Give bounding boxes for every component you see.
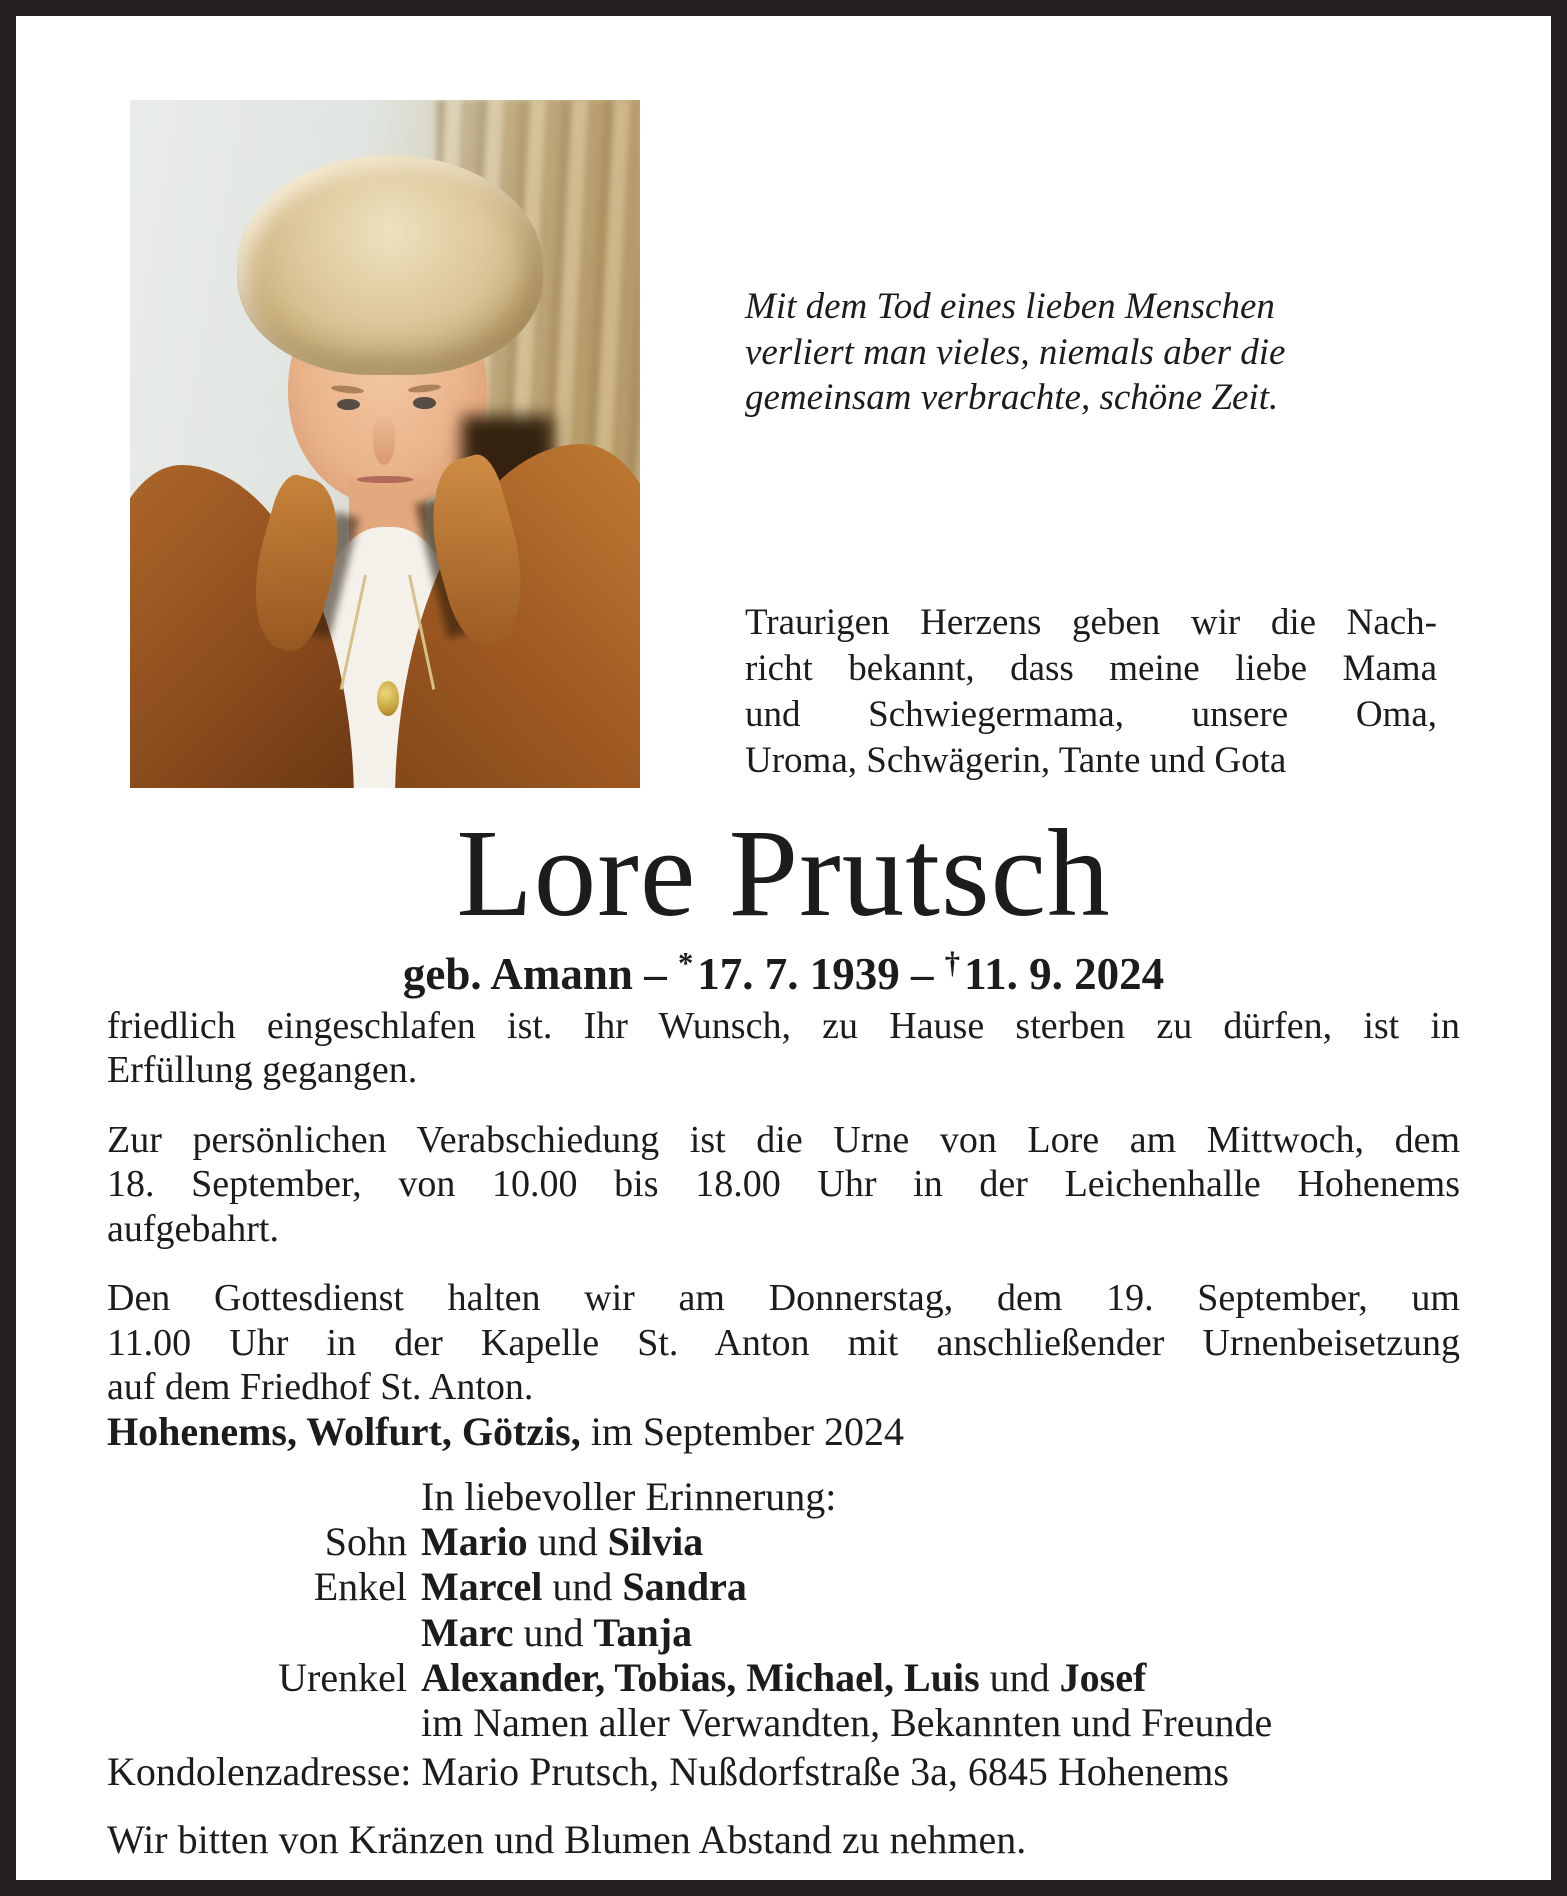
family-row [107,1519,1507,1564]
birth-date: 17. 7. 1939 [697,949,900,999]
family-role-label: Enkel [313,1564,407,1610]
family-role-label: Urenkel [278,1654,407,1700]
paragraph-line: aufgebahrt. [107,1207,279,1250]
portrait-hair [237,155,543,375]
announcement-intro [745,600,1437,784]
portrait-photo [130,100,640,788]
remembrance-section [107,1474,1507,1745]
maiden-name: geb. Amann [402,949,633,999]
family-names: Alexander, Tobias, Michael, Luis und Josef [421,1654,1147,1700]
paragraph [107,1004,1460,1093]
memorial-quote [745,284,1393,421]
intro-line: Uroma, Schwägerin, Tante und Gota [745,739,1287,781]
portrait-eye-right [413,397,436,409]
paragraph [107,1118,1460,1251]
paragraph-line: Zur persönlichen Verabschiedung ist die Urne von Lore am Mittwoch, dem [107,1118,1460,1161]
family-names: Mario und Silvia [421,1519,704,1565]
deceased-name: Lore Prutsch [456,805,1111,943]
death-date: 11. 9. 2024 [964,949,1165,999]
family-row [107,1700,1507,1745]
paragraph-line: auf dem Friedhof St. Anton. [107,1366,534,1409]
paragraph-line: Den Gottesdienst halten wir am Donnerstag, dem 19. September, um [107,1277,1460,1320]
remembrance-heading: In liebevoller Erinnerung: [421,1474,837,1519]
family-names: Marc und Tanja [421,1609,693,1655]
family-closing: im Namen aller Verwandten, Bekannten und Freunde [421,1699,1273,1745]
quote-line: Mit dem Tod eines lieben Menschen [745,286,1275,327]
family-role-label: Sohn [324,1519,407,1565]
place-date-line [107,1408,1460,1455]
family-names: Marcel und Sandra [421,1564,747,1610]
paragraph-line: friedlich eingeschlafen ist. Ihr Wunsch, zu Hause sterben zu dürfen, ist in [107,1005,1460,1047]
announcement-body [107,1004,1460,1435]
family-row [107,1610,1507,1655]
family-row [107,1655,1507,1700]
birth-star-symbol: * [677,946,694,980]
dash: – [632,949,678,999]
intro-line: richt bekannt, dass meine liebe Mama [745,647,1437,689]
quote-line: gemeinsam verbrachte, schöne Zeit. [745,377,1279,418]
paragraph [107,1276,1460,1409]
death-cross-symbol: † [944,946,961,980]
places: Hohenems, Wolfurt, Götzis, [107,1409,581,1454]
family-row [107,1564,1507,1609]
dash: – [899,949,945,999]
portrait-mouth [357,476,413,484]
paragraph-line: 11.00 Uhr in der Kapelle St. Anton mit anschließender Urnenbeisetzung [107,1321,1460,1364]
intro-line: und Schwiegermama, unsere Oma, [745,693,1437,735]
quote-line: verliert man vieles, niemals aber die [745,331,1286,373]
paragraph-line: 18. September, von 10.00 bis 18.00 Uhr in der Leichenhalle Hohenems [107,1163,1460,1206]
date-text: im September 2024 [580,1409,904,1454]
paragraph-line: Erfüllung gegangen. [107,1049,418,1092]
portrait-necklace-pendant [377,681,399,715]
portrait-nose [373,413,395,465]
flowers-request-line: Wir bitten von Kränzen und Blumen Abstand zu nehmen. [107,1817,1027,1862]
portrait-eye-left [337,399,360,411]
intro-line: Traurigen Herzens geben wir die Nach- [745,602,1437,643]
condolence-address-line: Kondolenzadresse: Mario Prutsch, Nußdorfstraße 3a, 6845 Hohenems [107,1749,1229,1794]
deceased-dates [16,946,1551,1000]
